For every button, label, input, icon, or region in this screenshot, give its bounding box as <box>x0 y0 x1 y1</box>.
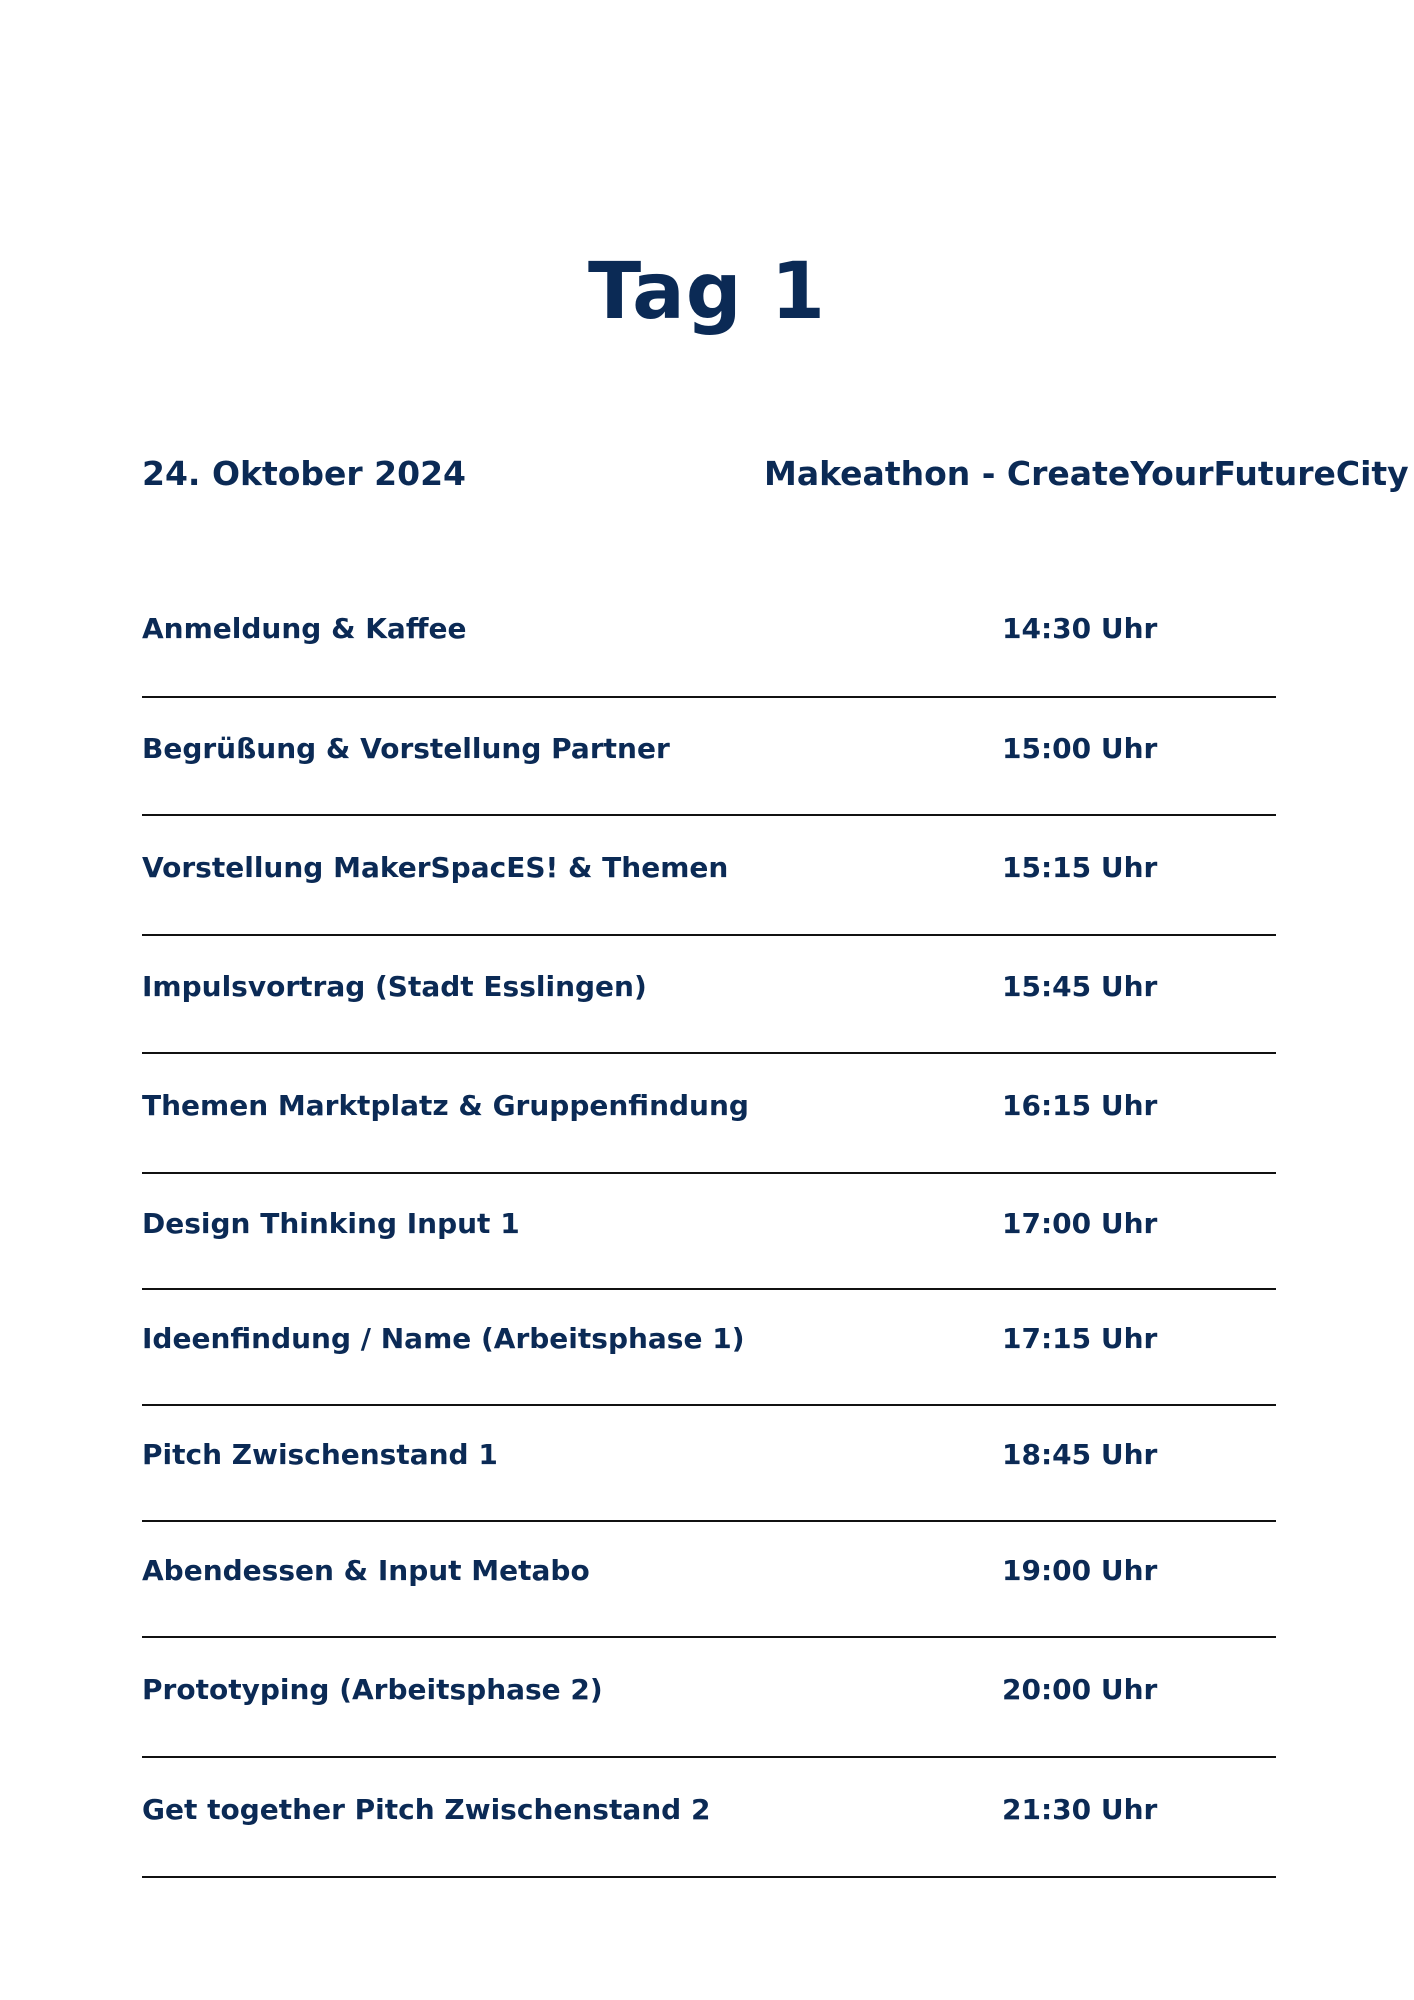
schedule-item-label: Get together Pitch Zwischenstand 2 <box>142 1793 711 1826</box>
schedule-item-label: Themen Marktplatz & Gruppenfindung <box>142 1089 749 1122</box>
schedule-row <box>142 1054 1276 1174</box>
event-date: 24. Oktober 2024 <box>142 454 467 493</box>
schedule-item-time: 19:00 Uhr <box>1002 1554 1158 1587</box>
schedule-row <box>142 936 1276 1054</box>
schedule-item-time: 16:15 Uhr <box>1002 1089 1158 1122</box>
schedule-item-time: 15:45 Uhr <box>1002 970 1158 1003</box>
schedule-item-label: Design Thinking Input 1 <box>142 1207 520 1240</box>
schedule-row <box>142 816 1276 936</box>
schedule-item-label: Anmeldung & Kaffee <box>142 612 467 645</box>
schedule-item-label: Impulsvortrag (Stadt Esslingen) <box>142 970 647 1003</box>
event-name: Makeathon - CreateYourFutureCity <box>764 454 1409 493</box>
schedule-row <box>142 1406 1276 1522</box>
schedule-item-label: Begrüßung & Vorstellung Partner <box>142 732 670 765</box>
schedule-row <box>142 1638 1276 1758</box>
page-title: Tag 1 <box>587 247 827 337</box>
schedule-item-time: 17:00 Uhr <box>1002 1207 1158 1240</box>
schedule-row <box>142 698 1276 816</box>
schedule-item-time: 17:15 Uhr <box>1002 1322 1158 1355</box>
schedule-row <box>142 1522 1276 1638</box>
schedule-item-time: 15:00 Uhr <box>1002 732 1158 765</box>
schedule-item-time: 15:15 Uhr <box>1002 851 1158 884</box>
schedule-item-label: Ideenfindung / Name (Arbeitsphase 1) <box>142 1322 745 1355</box>
schedule-item-time: 18:45 Uhr <box>1002 1438 1158 1471</box>
schedule-item-label: Abendessen & Input Metabo <box>142 1554 590 1587</box>
schedule-item-label: Pitch Zwischenstand 1 <box>142 1438 498 1471</box>
schedule-row <box>142 1174 1276 1290</box>
schedule-item-label: Prototyping (Arbeitsphase 2) <box>142 1673 603 1706</box>
schedule-row <box>142 1290 1276 1406</box>
schedule-list <box>142 0 1276 2000</box>
schedule-item-time: 14:30 Uhr <box>1002 612 1158 645</box>
schedule-item-label: Vorstellung MakerSpacES! & Themen <box>142 851 729 884</box>
schedule-item-time: 20:00 Uhr <box>1002 1673 1158 1706</box>
schedule-row <box>142 1758 1276 1878</box>
schedule-row <box>142 596 1276 698</box>
schedule-item-time: 21:30 Uhr <box>1002 1793 1158 1826</box>
